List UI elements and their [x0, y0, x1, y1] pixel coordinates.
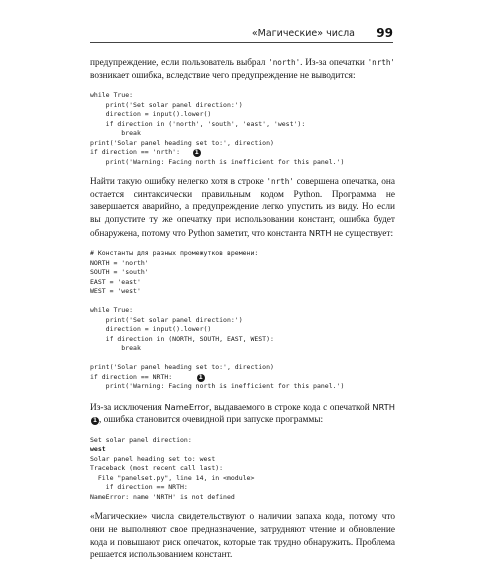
code-line: File "panelset.py", line 14, in <module> — [90, 473, 255, 482]
code-line — [90, 354, 395, 364]
running-header — [90, 26, 393, 42]
page-number: 99 — [376, 26, 393, 40]
code-line: direction = input().lower() — [90, 325, 212, 334]
code-listing-2 — [90, 249, 395, 392]
code-listing-1 — [90, 91, 395, 167]
code-line: while True: — [90, 306, 134, 315]
code-line: if direction == NRTH: 1 — [90, 372, 203, 381]
code-line: if direction == 'nrth': 1 — [90, 148, 199, 157]
code-line: break — [90, 129, 141, 138]
code-line: EAST = 'east' — [90, 277, 141, 286]
paragraph-1: предупреждение, если пользователь выбрал 'north'. Из-за опечатки 'nrth' возникает ошибка, вследствие чего предупреждение не выводится: — [90, 58, 395, 81]
code-line — [90, 297, 395, 307]
code-line: print('Warning: Facing north is inefficient for this panel.') — [90, 382, 345, 391]
user-input-line: west — [90, 445, 106, 454]
inline-code: NRTH — [372, 401, 395, 412]
callout-marker: 1 — [198, 373, 203, 381]
callout-marker: 1 — [92, 417, 98, 425]
paragraph-4: «Магические» числа свидетельствуют о наличии запаха кода, потому что они не выполняют свое предназначение, затрудняют чтение и обновление кода и повышают риск опечаток, которые так трудно обнаружить. Проблема решается использованием констант. — [90, 512, 395, 561]
chapter-title: «Магические» числа — [251, 28, 355, 39]
code-line: WEST = 'west' — [90, 287, 141, 296]
inline-code: 'nrth' — [367, 58, 395, 67]
code-line: if direction == NRTH: — [90, 483, 188, 492]
code-line: if direction in ('north', 'south', 'east', 'west'): — [90, 119, 306, 128]
inline-code: NRTH — [308, 227, 332, 238]
code-line: NORTH = 'north' — [90, 258, 149, 267]
code-line: if direction in (NORTH, SOUTH, EAST, WEST): — [90, 334, 274, 343]
paragraph-3: Из-за исключения NameError, выдаваемого в строке кода с опечаткой NRTH1 , ошибка становится очевидной при запуске программы: — [90, 401, 395, 426]
code-line: print('Warning: Facing north is inefficient for this panel.') — [90, 157, 345, 166]
code-line: SOUTH = 'south' — [90, 268, 149, 277]
code-line: Set solar panel direction: — [90, 435, 192, 444]
inline-code: 'nrth' — [266, 177, 294, 187]
code-listing-3 — [90, 436, 395, 503]
paragraph-2: Найти такую ошибку нелегко хотя в строке 'nrth' совершена опечатка, она остается синтаксически правильным кодом Python. Программа не завершается аварийно, а предупреждение легко упустить из виду. Но если вы допустите ту же опечатку при использовании констант, ошибка будет обнаружена, потому что Python заметит, что константа NRTH не существует: — [90, 177, 396, 239]
callout-marker: 1 — [194, 149, 199, 157]
code-line: # Константы для разных промежутков времени: — [90, 249, 259, 258]
code-line: while True: — [90, 91, 134, 100]
code-line: print('Set solar panel direction:') — [90, 100, 243, 109]
inline-code: 'north' — [268, 58, 301, 67]
page-body — [90, 57, 395, 562]
code-line: print('Solar panel heading set to:', direction) — [90, 363, 274, 372]
code-line: direction = input().lower() — [90, 110, 212, 119]
code-line: NameError: name 'NRTH' is not defined — [90, 492, 235, 501]
code-line: Solar panel heading set to: west — [90, 454, 216, 463]
code-line: break — [90, 344, 141, 353]
code-line: Traceback (most recent call last): — [90, 464, 224, 473]
code-line: print('Solar panel heading set to:', direction) — [90, 138, 274, 147]
inline-code: NameError — [164, 401, 210, 412]
code-line: print('Set solar panel direction:') — [90, 315, 243, 324]
header-rule — [90, 42, 393, 43]
